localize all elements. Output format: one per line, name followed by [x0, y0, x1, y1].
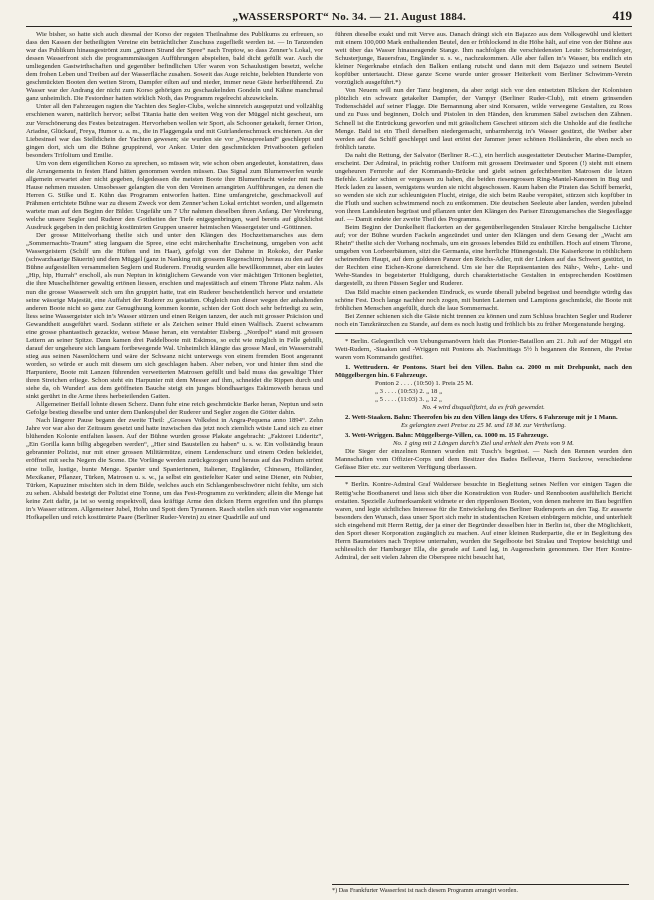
race-note: No. 4 wird disqualifizirt, da es früh gewendet. [422, 404, 545, 412]
race-prize: Ponton 2 . . . . (10:50) 1. Preis 25 M. [375, 379, 474, 387]
race-3 [335, 432, 632, 448]
paragraph: führen dieselbe exakt und mit Verve aus. Danach drängt sich ein Bajazzo aus dem Volksgewühl und klettert mit einem 100,000 Mark enthaltenden Beutel, den er fröhlockend in die Höhe hält, auf eine von der Bühne aus weit über das Wasser hinausragende Stange. Ihm nachfolgen die verschiedensten Leute: Schornsteinfeger, Schusterjunge, Bauersfrau, Engländer u. s. w., nachzukommen. Alle aber fallen in’s Wasser, bis endlich ein kleiner Negerknabe einfach den Balken entlang rutscht und dann mit dem Bajazzo und seinem Beutel kopfüber untertaucht. Diese ganze Scene wurde unter grosser Heiterkeit vom Berliner Schwimm-Verein vorzüglich ausgeführt.*) [335, 31, 632, 87]
race-heading: 3. Wett-Wriggen. Bahn: Müggelberge-Villen, ca. 1000 m. 15 Fahrzeuge. [345, 432, 549, 440]
left-column [26, 31, 323, 899]
race-prize: „ 5 . . . . (11:03) 3. „ 12 „ [375, 396, 442, 404]
paragraph: Um von dem eigentlichen Korso zu sprechen, so müssen wir, wie schon oben angedeutet, konstatiren, dass die Arrangements in festen Hand hätten genommen werden müssen. Das Signal zum Blumenwerfen wurde allgemein erwartet aber nicht gegeben, folgedessen die meisten Boote ihre Blumenfracht wieder mit nach Hause nehmen mussten. Umsobesser gelangten die von den Vereinen arrangirten Aufführungen, zu denen die Herren G. Stilke und E. Kühn das Programm entworfen hatten. Eine umfangreiche, geschmackvoll auf Prähmen errichtete Bühne war zu diesem Zweck vor dem Zenner’schen Lokal errichtet worden, und allgemein wartete man auf den Beginn der Bilder. Ungefähr um 7 Uhr nahmen dieselben ihren Anfang. Der Verehrung, welche unsere Segler und Ruderer den Gottheiten der Tiefe entgegenbringen, ward bereits auf glücklichst Ausdruck gegeben in den prächtig kostümirten Gruppen unserer heimischen Wassergeister und -Göttinnen. [26, 159, 323, 232]
page-header [26, 8, 632, 27]
race-note: No. 1 ging mit 2 Längen durch’s Ziel und erhielt den Preis von 9 M. [393, 440, 574, 448]
paragraph: Allgemeiner Beifall lohnte diesen Scherz. Dann fuhr eine reich geschmückte Barke heran, Neptun und sein Gefolge bestieg dieselbe und unter dem Dankesjubel der Ruderer und Segler zogen die Götter dahin. [26, 401, 323, 417]
paragraph: Das Bild machte einen packenden Eindruck, es wurde überall jubelnd begrüsst und beendigte würdig das schöne Fest. Doch lange nachher noch zogen, mit bunten Laternen und Lampions geschmückt, die Boote mit fröhlichen Menschen angefüllt, durch die laue Sommernacht. [335, 288, 632, 312]
footnote: *) Das Frankfurter Wasserfest ist nach diesem Programm arrangirt worden. [332, 884, 629, 895]
paragraph: Da naht die Rettung, der Salvator (Berliner R.-C.), ein herrlich ausgestatteter Deutscher Marine-Dampfer, erscheint. Der Admiral, in prächtig rother Uniform mit grossem Dreimaster und Sporen (!) steht mit einem ungeheuren Fernrohr auf der Kommando-Brücke und giebt seinen gefechtbereiten Matrosen die letzen Befehle. Leider schien er vergessen zu haben, die beiden riesengrossen Ring-Mantel-Kanonen in Bug und Heck laden zu lassen, wenigstens wurden sie nicht abgeschossen. Kaum haben die Piraten das Schiff bemerkt, so wenden sie sich zur schleunigsten Flucht, einige, die sich beim Raube veropätet, stürzen sich kopfüber in die Fluth und suchen schwimmend noch zu entkommen. Die deutschen Seeleute aber landen, werden jubelnd von ihren Landsleuten begrüsst und pflanzen unter den Klängen des Pariser Einzugsmarsches die Siegesflagge auf. — Damit endete der zweite Theil des Programms. [335, 151, 632, 224]
paragraph: Beim Beginn der Dunkelheit flackerten an der gegenüberliegenden Stralauer Kirche bengalische Lichter auf; vor der Bühne wurden Fackeln angezündet und unter den Klängen und dem Gesang der „Wacht am Rhein“ theilte sich der Vorhang nochmals, um ein grosses lebendes Bild zu enthüllen. Hoch auf einem Throne, umgeben von Lorbeerbäumen, sitzt die Germania, eine herrliche Hünengestalt. Die Kaiserkrone in röthlichem scheinendem Haupt, auf dem goldenen Panzer den Reichs-Adler, mit der Linken auf das Schwert gestützt, in der Rechten eine Eichen-Krone darreichend. Um sie her die Repräsentanten des Nähr-, Wehr-, Lehr- und Wehr-Standes in begeisterter Huldigung, durch charakteristische Gestalten in entsprechenden Kostümen dargestellt, zu ihren Füssen Segler und Ruderer. [335, 224, 632, 288]
paragraph: Von Neuem will nun der Tanz beginnen, da aber zeigt sich vor den entsetzten Blicken der Kolonisten plötzlich ein schwarz getakelter Dampfer, der Vampyr (Berliner Ruder-Club), mit einem grinsenden Todtenschädel auf seiner Flagge. Die Bemannung aber sind Korsaren, wilde verwegene Gestalten, zu Ross und zu Fuss und beginnen, Dolch und Pistolen in den Händen, den krummen Säbel zwischen den Zähnen. Schnell ist die Entrückung geworfen und mit grässlichem Geschrei stürzen sich die Unholde auf die festliche Menge. Bald ist ein Theil derselben niedergemacht, unbarmherzig in’s Wasser gestürzt, die Weiber aber werden auf das Schiff geschleppt und laut ertönt der Jammer jener schönen Holländerin, die eben noch so fröhlich tanzte. [335, 87, 632, 151]
news-item-berlin-regatta: * Berlin. Gelegentlich von Uebungsmanövern hielt das Pionier-Bataillon am 21. Juli auf der Müggel ein Wett-Rudern, -Staaken und -Wriggen mit Pontons ab. Nachmittags 5½ h begannen die Rennen, die Preise waren vom Kommando gestiftet. [335, 337, 632, 361]
race-prize: „ 3 . . . . (10:53) 2. „ 18 „ [375, 388, 443, 396]
race-1 [335, 364, 632, 412]
news-item-berlin-admiral: * Berlin. Kontre-Admiral Graf Waldersee besuchte in Begleitung seines Neffen vor einigen Tagen die Rettig’sche Bootbanerei und liess sich über die Konstruktion von Ruder- und Rennbooten ausführlich Bericht erstatten. Spezielle Aufmerksamkeit widmete er den rippenlosen Booten, von denen mehrere im Bau begriffen waren, und legte sichtliches Interesse für die Entwickelung des Berliner Rudersports an den Tag. Er ausserte besonders den Wunsch, dass unser Sport sich mehr in studentischen Kreisen einbürgern möchte, und unterhielt sich eingehend mit Herrn Rettig, der ja einer der Begründer desselben hier in Berlin ist, über die Möglichkeit, den Sport dieser Korporation zugänglich zu machen. Auf einer kleinen Ruderpartie, die er in Begleitung des Herrn Baumeisters nach Treptow unternahm, wurden die Segelboote bei Stralau und Treptow besichtigt und schliesslich der Hamburger Ella, die gerade auf Land lag, in Augenschein genommen. Der Herr Kontre-Admiral, der seit vielen Jahren die Oberspree nicht besucht hat, [335, 481, 632, 561]
columns [26, 31, 632, 899]
race-heading: 1. Wettrudern. 4r Pontons. Start bei den Villen. Bahn ca. 2000 m mit Drehpunkt, nach den Müggelbergen hin. 6 Fahrzeuge. [335, 363, 632, 379]
race-2 [335, 414, 632, 430]
divider [335, 333, 632, 334]
right-column [335, 31, 632, 899]
journal-issue [232, 11, 466, 23]
divider [335, 476, 632, 477]
journal-title: „WASSERSPORT“ [232, 11, 329, 23]
paragraph: Der grosse Mittelvorhang theilte sich und unter den Klängen des Hochzeitsmarsches aus dem „Sommernachts-Traum“ stieg langsam die Spree, eine echt märchenhafte Erscheinung, umgeben von acht Wassergeistern (Schilf um die Hüften und im Haar), gefolgt von der Dahme in Rokoko, der Panke (schwarzhaarige Bäuerin) und dem Müggel (ganz in Nanking mit grossem Regenschirm) heraus zu den auf der Bühne aufgestellten versammelten Seglern und Ruderern. Freudig wurden alle bewillkommnet, aber ein lautes „Hip, hip, Hurrah“ erscholl, als nun Neptun in königlichem Gewande von vier mächtigen Tritonen begleitet, die ihre Muschelhörner gewaltig ertönen liessen, erschien und majestätisch auf einem Throne Platz nahm. Als nun die grosse Wasserwelt sich um ihn gruppirt hatte, trat ein Ruderer bescheidentlich hervor und erstattete seine wässrige Majestät, eine Auffahrt der Ruderer zu gestatten. Obgleich nun dieser wegen der anhaltenden anderen Boote nicht so ganz zur Genugthuung kommen konnte, schien der Gott doch sehr befriedigt zu sein, liess seine Wassergeister sich in’s Wasser stürzen und einen Reigen tanzen, der auch mit grosser Präcision und Gewandtheit ausgeführt ward. Sodann stiftete er als Zeichen seiner Huld einen Walfisch. Zuerst schwamm eine grosse phantastisch gezackte, weisse Masse heran, ein verstabter Eisberg. „Nordpol“ stand mit grossen Lettern an seiner Spitze. Dann kamen drei Paddelboote mit Eskimos, so echt wie möglich in Felle gehüllt, darauf der ungeheure sich langsam fortbewegende Wal. Unheimlich klängte das grosse Maul, ein Wasserstrahl stieg aus seinen Nasenlöchern und wäre der Schwanz nicht unterwegs von einem fremden Boot angerannt worden, so würde er auch mit diesem um sich geschlagen haben. Aber neben, vor und hinter ihm sind die Harpuniere, Boote mit Lanzen führenden verwetterten Matrosen gefüllt und bald muss das gewaltige Thier ihren Streichen erliege. Schon steht ein Harpunier mit dem Messer auf ihm, schneidet die Rippen durch und siehe da, oh Wunder! aus dem geöffneten Bauche steigt ein junges blondhaariges Eskimoweib heraus und sinkt gerührt in die Arme ihres herbeieilenden Gatten. [26, 232, 323, 401]
paragraph: Bei Zenner schienen sich die Gäste nicht trennen zu können und zum Schluss brachten Segler und Ruderer noch ein Tanzkränzchen zu Stande, auf dem es noch lustig und fröhlich bis zu früher Morgenstunde herging. [335, 312, 632, 328]
paragraph: Unter all den Fahrzeugen ragten die Yachten des Segler-Clubs, welche sinnreich ausgeputzt und vollzählig erschienen waren, natürlich hervor; selbst Titania hatte den weiten Weg von der Müggel nicht gescheut, um zur Verschönerung des Festes beizutragen. Hervorheben wollen wir Sport, als Schooner getakelt, ferner Orion, Ariadne, Glückauf, Freya, Humor u. a. m., die in Flaggengala und mit Guirlandenschmuck erschienen. An der Liebesinsel war das Stelldichein der Yachten gewesen; sie wurden sie vor „Neuspreeland“ geschleppt und gingen dort, sich um die Bühne gruppirend, vor Anker. Unter den geschmückten Privatbooten gefielen besonders Trifolium und Emilie. [26, 103, 323, 159]
paragraph: Nach längerer Pause begann der zweite Theil: „Grosses Volksfest in Angra-Pequena anno 1894“. Zehn Jahre vor war also der Zeitraum gesetzt und hatte inzwischen das jetzt noch ziemlich wüste Land sich zu einer blühenden Kolonie entfalten lassen. Auf der Bühne wurden grosse Plakate angebracht: „Faktorei Lüderitz“, „Ein Gorilla kann billig abgegeben werden“, „Hier sind Baustellen zu haben“ u. s. w. Ein vollständig braun gebrannter Polizist, nur mit einer grossen Militärmütze, einem Lendenschurz und einem Orden bekleidet, eröffnet mit sechs Negern die Scene. Die Vorfänge werden zurückgezogen und heraus auf das Podium strömt eine tolle, lustige, bunte Menge. Spanier und Spanierinnen, Italiener, Engländer, Chinesen, Holländer, Mexikaner, Pflanzer, Türken, Matrosen u. s. w., ja selbst ein gestiefelter Kater und seine Diener, ein Nubier, Türken, Kapuziner mischten sich in dem Bilde, welches auch ein Schlangenbeschwörer nicht fehlte, um sich zu sehen. Alsbald besteigt der Polizist eine Tonne, um das Fest-Programm zu verkünden; allein die Menge hat keine Zeit dafür, ja ist so wenig respektvoll, dass kräftige Arme den dicken Herrn ergreifen und ihn plumps in’s Wasser stürzen. Allgemeiner Jubel, Hohn und Spott dem Tyrannen. Rasch stellen sich nun vier sogenannte Hofkapellen und reich kostümirte Paare (Berliner Ruder-Verein) zu einer Quadrille auf und [26, 417, 323, 521]
page-number: 419 [612, 8, 632, 23]
race-heading: 2. Wett-Staaken. Bahn: Theerofen bis zu den Villen längs des Ufers. 6 Fahrzeuge mit je 1 Mann. [345, 414, 618, 422]
race-note: Es gelangten zwei Preise zu 25 M. und 18 M. zur Vertheilung. [400, 422, 567, 430]
paragraph: Wie bisher, so hatte sich auch diesmal der Korso der regsten Theilnahme des Publikums zu erfreuen, so dass den Kassen der betheiligten Vereine ein beträchtlicher Zuschuss zugefließt werden ist. — In Tanzenden war das Publikum hinausgeströmt zum „grünen Strand der Spree“ nach Treptow, so dass Zenner’s Lokal, vor dessen Wasserfront sich die programmmässigen Aufführungen abspielten, bald dicht gefüllt war. Auch die umliegenden Gastwirthschaften und gegenüber befindlichen Ufer waren von Schaulustigen besetzt, welche dem frohen Leben und Treiben auf der Wasserfläche zusahen. Soweit das Auge reichte, belebten Hunderte von geschmückten Booten den weiten Strom, Dampfer eilten auf und nieder, immer neue Gäste herbeiführend. Zu Wasser war der Andrang der nicht zum Korso gehörigen zu geschaukelnden Gondeln und Kähne manchmal ganz unheimlich. Die Festordner hatten wirklich Noth, das Programm regelrecht abzuwickeln. [26, 31, 323, 103]
issue-date: No. 34. — 21. August 1884. [331, 11, 466, 23]
paragraph: Die Sieger der einzelnen Rennen wurden mit Tusch’s begrüsst. — Nach den Rennen wurden den Mannschaften vom Offizier-Corps und dem Besitzer des Bades Bellevue, Herrn Suckrow, verschiedene Gefässe Bier etc. zur weiteren Verfügung überlassen. [335, 448, 632, 472]
